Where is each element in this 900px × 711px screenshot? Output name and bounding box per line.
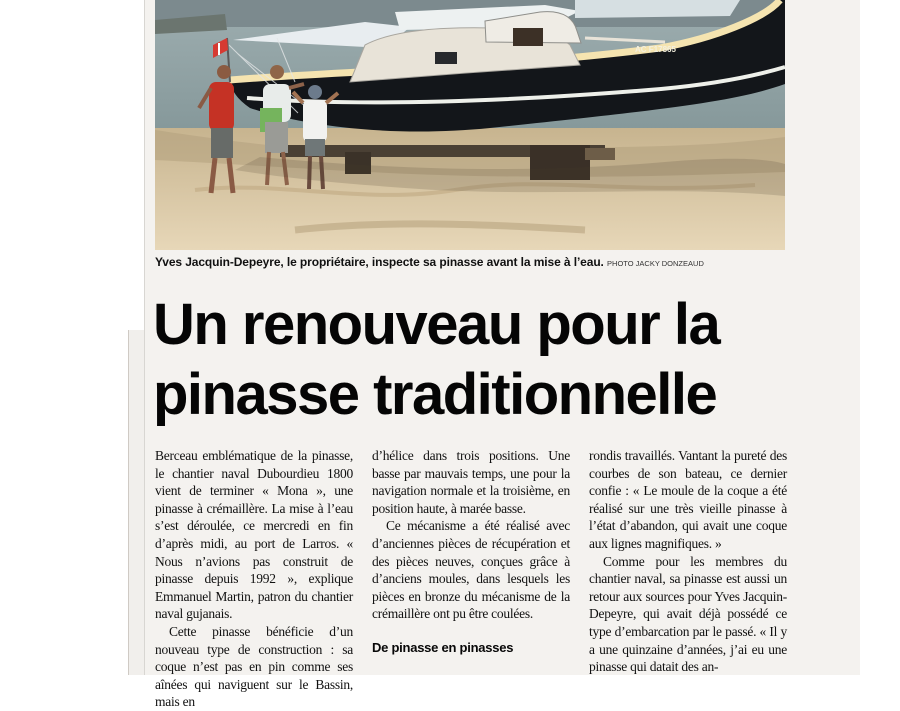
photo-credit: PHOTO JACKY DONZEAUD [607, 259, 704, 268]
article-column-2 [372, 447, 570, 675]
photo-caption [155, 255, 785, 269]
article-column-3 [589, 447, 787, 675]
photo-illustration [155, 0, 785, 250]
article-headline: Un renouveau pour la pinasse traditionnelle [153, 292, 720, 427]
article-paragraph: Ce mécanisme a été réalisé avec d’anciennes pièces de récupération et des pièces neuves, conçues grâce à d’anciens moules, dans lesquels les pièces en bronze du mécanisme de la crémaillère ont pu être coulées. [372, 518, 570, 622]
boat-registration: AC F17865 [635, 45, 676, 54]
boat-photo [155, 0, 785, 250]
article-paragraph: d’hélice dans trois positions. Une basse par mauvais temps, une pour la navigation normale et la troisième, en position haute, à marée basse. [372, 448, 570, 516]
article-column-1 [155, 447, 353, 710]
article-paragraph: rondis travaillés. Vantant la pureté des courbes de son bateau, ce dernier confie : « Le moule de la coque a été réalisé sur une très vieille pinasse à l’état d’abandon, qui avait une coque aux lignes magnifiques. » [589, 448, 787, 551]
caption-text: Yves Jacquin-Depeyre, le propriétaire, inspecte sa pinasse avant la mise à l’eau. [155, 255, 604, 269]
article-paragraph: Comme pour les membres du chantier naval, sa pinasse est aussi un retour aux sources pour Yves Jacquin-Depeyre, qui avait déjà possédé ce type d’embarcation par le passé. « Il y a une quinzaine d’années, j’ai eu une pinasse qui datait des an- [589, 553, 787, 675]
article-body [155, 447, 787, 710]
article-subheading: De pinasse en pinasses [372, 639, 514, 655]
article-paragraph: Berceau emblématique de la pinasse, le chantier naval Dubourdieu 1800 vient de terminer « Mona », une pinasse à crémaillère. La mise à l’eau s’est déroulée, ce mercredi en fin d’après midi, au port de Larros. « Nous n’avions pas construit de pinasse depuis 1992 », explique Emmanuel Martin, patron du chantier naval gujanais. [155, 448, 353, 622]
article-paragraph: Cette pinasse bénéficie d’un nouveau type de construction : sa coque n’est pas en pin comme ses aînées qui naviguent sur le Bassin, mais en [155, 623, 353, 710]
